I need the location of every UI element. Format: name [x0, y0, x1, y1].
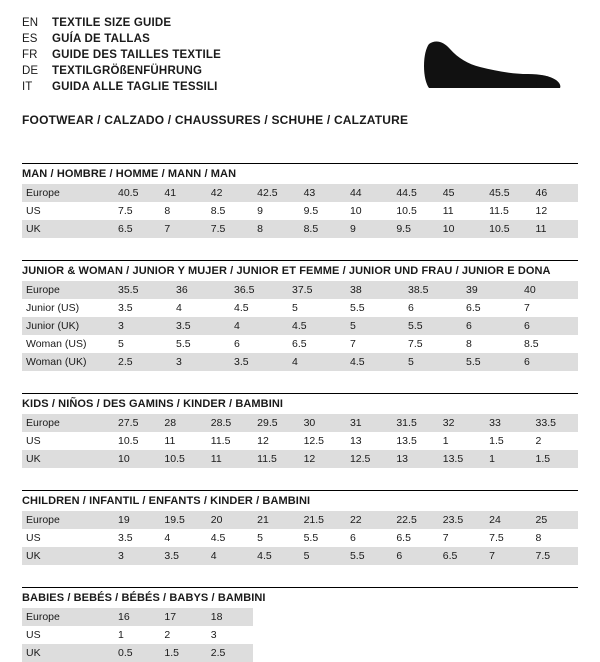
row-label: US	[22, 626, 114, 644]
cell: 3.5	[172, 317, 230, 335]
cell: 2	[532, 432, 578, 450]
row-label: US	[22, 202, 114, 220]
cell: 46	[532, 184, 578, 202]
cell-empty	[485, 608, 531, 626]
cell-empty	[532, 626, 578, 644]
cell: 2	[160, 626, 206, 644]
cell: 1	[439, 432, 485, 450]
row-label: UK	[22, 450, 114, 468]
cell: 19	[114, 511, 160, 529]
cell: 39	[462, 281, 520, 299]
cell: 7.5	[114, 202, 160, 220]
footwear-section-title: FOOTWEAR / CALZADO / CHAUSSURES / SCHUHE / CALZATURE	[22, 113, 409, 127]
cell: 6	[230, 335, 288, 353]
cell: 41	[160, 184, 206, 202]
cell: 5.5	[404, 317, 462, 335]
language-title: GUÍA DE TALLAS	[52, 33, 150, 45]
cell-empty	[485, 626, 531, 644]
cell-empty	[346, 644, 392, 662]
language-row	[22, 64, 221, 79]
cell: 13	[392, 450, 438, 468]
cell: 11.5	[485, 202, 531, 220]
cell-empty	[532, 608, 578, 626]
cell: 8.5	[207, 202, 253, 220]
row-label: Junior (UK)	[22, 317, 114, 335]
cell: 11	[207, 450, 253, 468]
cell: 1.5	[485, 432, 531, 450]
cell: 5	[300, 547, 346, 565]
table-row	[22, 299, 578, 317]
row-label: UK	[22, 644, 114, 662]
cell: 9	[346, 220, 392, 238]
cell: 7	[520, 299, 578, 317]
cell: 12	[300, 450, 346, 468]
table-block-junior-woman	[22, 260, 578, 371]
cell: 28.5	[207, 414, 253, 432]
cell: 12.5	[346, 450, 392, 468]
cell: 3.5	[114, 529, 160, 547]
row-label: UK	[22, 220, 114, 238]
table-title: CHILDREN / INFANTIL / ENFANTS / KINDER / BAMBINI	[22, 495, 311, 507]
language-title: GUIDA ALLE TAGLIE TESSILI	[52, 81, 218, 93]
cell-empty	[392, 644, 438, 662]
cell: 10.5	[160, 450, 206, 468]
cell: 3	[114, 317, 172, 335]
cell: 33	[485, 414, 531, 432]
cell: 7	[160, 220, 206, 238]
cell: 11	[439, 202, 485, 220]
cell: 1	[114, 626, 160, 644]
cell: 4.5	[207, 529, 253, 547]
cell: 10.5	[392, 202, 438, 220]
cell: 33.5	[532, 414, 578, 432]
table-row	[22, 644, 578, 662]
table-row	[22, 281, 578, 299]
language-code: IT	[22, 81, 33, 93]
cell: 6	[346, 529, 392, 547]
cell: 40	[520, 281, 578, 299]
cell: 20	[207, 511, 253, 529]
language-code: FR	[22, 49, 38, 61]
cell: 13	[346, 432, 392, 450]
cell-empty	[485, 644, 531, 662]
cell: 7.5	[532, 547, 578, 565]
table-title: JUNIOR & WOMAN / JUNIOR Y MUJER / JUNIOR ET FEMME / JUNIOR UND FRAU / JUNIOR E DONA	[22, 265, 551, 277]
cell: 7.5	[207, 220, 253, 238]
cell: 28	[160, 414, 206, 432]
cell: 21	[253, 511, 299, 529]
table-row	[22, 547, 578, 565]
row-label: Europe	[22, 414, 114, 432]
cell: 22	[346, 511, 392, 529]
cell: 5	[114, 335, 172, 353]
cell: 5	[346, 317, 404, 335]
cell: 4.5	[253, 547, 299, 565]
cell-empty	[439, 644, 485, 662]
cell: 9.5	[300, 202, 346, 220]
cell: 45.5	[485, 184, 531, 202]
cell: 10	[346, 202, 392, 220]
cell: 32	[439, 414, 485, 432]
table-title: BABIES / BEBÉS / BÉBÉS / BABYS / BAMBINI	[22, 592, 266, 604]
language-title: TEXTILE SIZE GUIDE	[52, 17, 172, 29]
cell: 3	[114, 547, 160, 565]
cell: 23.5	[439, 511, 485, 529]
cell: 6.5	[114, 220, 160, 238]
table-block-children	[22, 490, 578, 565]
cell: 35.5	[114, 281, 172, 299]
cell: 6	[462, 317, 520, 335]
cell: 5	[253, 529, 299, 547]
cell-empty	[439, 626, 485, 644]
cell: 21.5	[300, 511, 346, 529]
cell: 10.5	[114, 432, 160, 450]
cell: 45	[439, 184, 485, 202]
cell-empty	[392, 626, 438, 644]
table-row	[22, 529, 578, 547]
cell-empty	[346, 608, 392, 626]
cell: 2.5	[114, 353, 172, 371]
cell: 11.5	[253, 450, 299, 468]
language-code: DE	[22, 65, 39, 77]
language-row	[22, 48, 221, 63]
table-row	[22, 432, 578, 450]
cell: 24	[485, 511, 531, 529]
cell: 13.5	[439, 450, 485, 468]
table-row	[22, 450, 578, 468]
cell: 22.5	[392, 511, 438, 529]
cell: 37.5	[288, 281, 346, 299]
cell: 7	[439, 529, 485, 547]
cell: 9	[253, 202, 299, 220]
cell: 3	[207, 626, 253, 644]
cell: 4.5	[346, 353, 404, 371]
cell-empty	[300, 644, 346, 662]
cell: 7.5	[404, 335, 462, 353]
cell: 4.5	[288, 317, 346, 335]
cell: 11	[532, 220, 578, 238]
cell: 4	[230, 317, 288, 335]
cell: 4	[172, 299, 230, 317]
size-table-junior-woman	[22, 281, 578, 371]
cell: 6	[404, 299, 462, 317]
cell: 18	[207, 608, 253, 626]
cell: 10	[439, 220, 485, 238]
cell-empty	[346, 626, 392, 644]
cell: 11	[160, 432, 206, 450]
cell: 8	[253, 220, 299, 238]
cell: 6.5	[439, 547, 485, 565]
cell: 2.5	[207, 644, 253, 662]
table-row	[22, 202, 578, 220]
cell-empty	[253, 608, 299, 626]
table-row	[22, 335, 578, 353]
cell: 44.5	[392, 184, 438, 202]
row-label: UK	[22, 547, 114, 565]
table-row	[22, 626, 578, 644]
cell: 4	[288, 353, 346, 371]
cell: 5.5	[346, 299, 404, 317]
cell: 1.5	[532, 450, 578, 468]
table-block-man	[22, 163, 578, 238]
cell: 38.5	[404, 281, 462, 299]
table-title: KIDS / NIÑOS / DES GAMINS / KINDER / BAMBINI	[22, 398, 284, 410]
cell: 6.5	[462, 299, 520, 317]
row-label: US	[22, 529, 114, 547]
row-label: Woman (UK)	[22, 353, 114, 371]
cell: 12	[532, 202, 578, 220]
cell: 8	[160, 202, 206, 220]
cell-empty	[253, 626, 299, 644]
cell: 3.5	[114, 299, 172, 317]
size-table-babies	[22, 608, 578, 662]
cell: 8	[532, 529, 578, 547]
cell: 17	[160, 608, 206, 626]
cell: 36	[172, 281, 230, 299]
table-row	[22, 220, 578, 238]
language-row	[22, 80, 221, 95]
cell: 4	[207, 547, 253, 565]
language-row	[22, 16, 221, 31]
cell: 43	[300, 184, 346, 202]
cell: 9.5	[392, 220, 438, 238]
table-block-kids	[22, 393, 578, 468]
cell: 0.5	[114, 644, 160, 662]
cell: 7	[485, 547, 531, 565]
cell: 6.5	[288, 335, 346, 353]
cell: 4	[160, 529, 206, 547]
row-label: Woman (US)	[22, 335, 114, 353]
language-title: GUIDE DES TAILLES TEXTILE	[52, 49, 221, 61]
cell: 5.5	[172, 335, 230, 353]
cell: 5.5	[300, 529, 346, 547]
cell: 31	[346, 414, 392, 432]
cell: 29.5	[253, 414, 299, 432]
cell: 10	[114, 450, 160, 468]
cell: 7.5	[485, 529, 531, 547]
table-title: MAN / HOMBRE / HOMME / MANN / MAN	[22, 168, 237, 180]
cell: 42.5	[253, 184, 299, 202]
cell: 6.5	[392, 529, 438, 547]
cell: 25	[532, 511, 578, 529]
cell: 7	[346, 335, 404, 353]
cell: 38	[346, 281, 404, 299]
cell: 3	[172, 353, 230, 371]
cell: 3.5	[160, 547, 206, 565]
row-label: Europe	[22, 608, 114, 626]
table-row	[22, 317, 578, 335]
row-label: Europe	[22, 184, 114, 202]
cell-empty	[532, 644, 578, 662]
table-row	[22, 608, 578, 626]
cell: 16	[114, 608, 160, 626]
cell: 8.5	[520, 335, 578, 353]
cell-empty	[392, 608, 438, 626]
cell: 3.5	[230, 353, 288, 371]
cell: 40.5	[114, 184, 160, 202]
cell: 8	[462, 335, 520, 353]
table-row	[22, 184, 578, 202]
cell: 10.5	[485, 220, 531, 238]
language-code: ES	[22, 33, 38, 45]
row-label: US	[22, 432, 114, 450]
size-table-kids	[22, 414, 578, 468]
cell: 11.5	[207, 432, 253, 450]
cell: 1	[485, 450, 531, 468]
table-row	[22, 511, 578, 529]
table-row	[22, 414, 578, 432]
cell: 6	[392, 547, 438, 565]
cell: 6	[520, 317, 578, 335]
cell: 5	[404, 353, 462, 371]
row-label: Europe	[22, 281, 114, 299]
language-row	[22, 32, 221, 47]
dress-shoe-icon	[388, 22, 568, 97]
cell: 12.5	[300, 432, 346, 450]
cell: 42	[207, 184, 253, 202]
cell: 5.5	[462, 353, 520, 371]
cell: 1.5	[160, 644, 206, 662]
cell: 12	[253, 432, 299, 450]
cell: 8.5	[300, 220, 346, 238]
size-table-man	[22, 184, 578, 238]
cell: 31.5	[392, 414, 438, 432]
cell: 44	[346, 184, 392, 202]
cell: 30	[300, 414, 346, 432]
cell: 19.5	[160, 511, 206, 529]
cell-empty	[253, 644, 299, 662]
page-header	[22, 16, 578, 97]
table-row	[22, 353, 578, 371]
cell: 4.5	[230, 299, 288, 317]
cell-empty	[439, 608, 485, 626]
cell: 6	[520, 353, 578, 371]
row-label: Europe	[22, 511, 114, 529]
cell: 5	[288, 299, 346, 317]
language-code: EN	[22, 17, 39, 29]
cell-empty	[300, 626, 346, 644]
cell-empty	[300, 608, 346, 626]
size-table-children	[22, 511, 578, 565]
table-block-babies	[22, 587, 578, 662]
cell: 27.5	[114, 414, 160, 432]
language-title: TEXTILGRÖßENFÜHRUNG	[52, 65, 203, 77]
cell: 5.5	[346, 547, 392, 565]
language-title-list	[22, 16, 221, 95]
row-label: Junior (US)	[22, 299, 114, 317]
cell: 36.5	[230, 281, 288, 299]
cell: 13.5	[392, 432, 438, 450]
